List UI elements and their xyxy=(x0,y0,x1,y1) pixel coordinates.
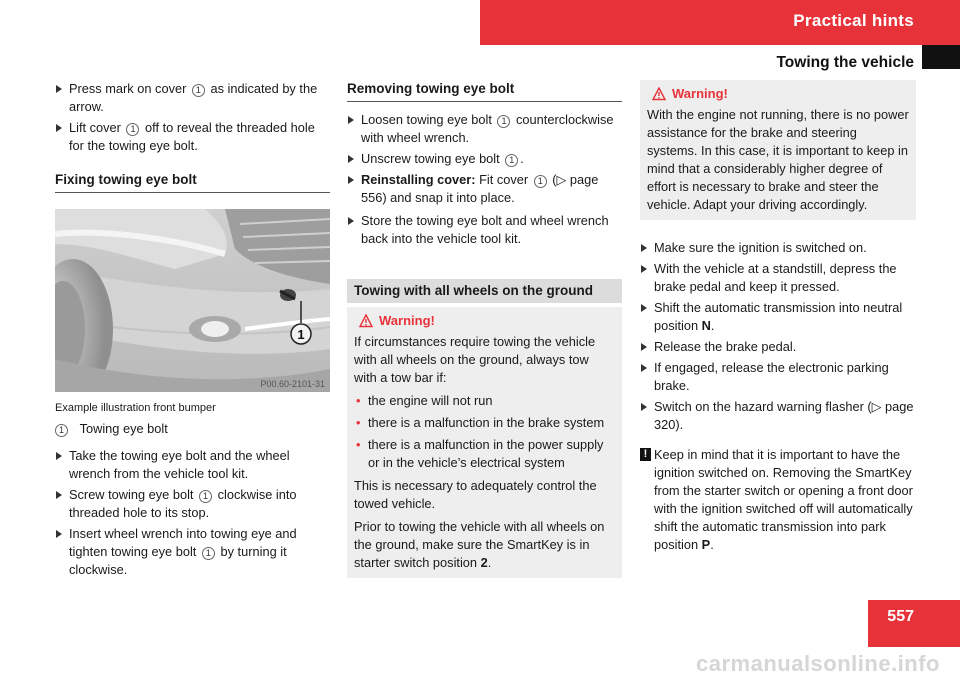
watermark: carmanualsonline.info xyxy=(696,651,940,676)
column-1-lower xyxy=(55,399,330,582)
callout-number: 1 xyxy=(55,424,68,437)
step-item: If engaged, release the electronic parking brake. xyxy=(640,359,916,395)
warning-paragraph: This is necessary to adequately control the towed vehicle. xyxy=(354,478,597,511)
list-item: • the engine will not run xyxy=(354,392,615,410)
page-number-tab xyxy=(868,600,960,647)
callout-label: 1 xyxy=(297,327,305,342)
step-item: Release the brake pedal. xyxy=(640,338,916,356)
section-heading-removing: Removing towing eye bolt xyxy=(347,80,622,102)
section-header-bar xyxy=(480,0,960,45)
warning-text: With the engine not running, there is no power assistance for the brake and steering systems. In this case, it is important to keep in mind that a considerably higher degree of effort is necessary to brake and steer the vehicle. Adapt your driving accordingly. xyxy=(647,107,909,212)
step-item: Take the towing eye bolt and the wheel wrench from the vehicle tool kit. xyxy=(55,447,330,483)
step-item: Insert wheel wrench into towing eye and tighten towing eye bolt 1 by turning it clockwise. xyxy=(55,525,330,579)
callout-number: 1 xyxy=(126,123,139,136)
list-item: • there is a malfunction in the power supply or in the vehicle’s electrical system xyxy=(354,436,615,472)
list-item: • there is a malfunction in the brake system xyxy=(354,414,615,432)
step-item: Press mark on cover 1 as indicated by the arrow. xyxy=(55,80,330,116)
callout-number: 1 xyxy=(202,547,215,560)
callout-number: 1 xyxy=(534,175,547,188)
step-item: Shift the automatic transmission into neutral position N. xyxy=(640,299,916,335)
warning-box xyxy=(347,307,622,578)
warning-intro: If circumstances require towing the vehicle with all wheels on the ground, always tow with a tow bar if: xyxy=(354,334,596,385)
column-3 xyxy=(640,80,916,554)
note-box: ! Keep in mind that it is important to have the ignition switched on. Removing the SmartKey from the starter switch or opening a front door with the ignition switched off will automatically shift the automatic transmission into park position P. xyxy=(640,446,916,554)
step-item: Unscrew towing eye bolt 1 . xyxy=(347,150,622,168)
section-heading-towing: Towing with all wheels on the ground xyxy=(347,279,622,303)
column-1 xyxy=(55,80,330,193)
step-item: Reinstalling cover: Fit cover 1 (▷ page 556) and snap it into place. xyxy=(347,171,622,207)
step-item: Lift cover 1 off to reveal the threaded hole for the towing eye bolt. xyxy=(55,119,330,155)
callout-number: 1 xyxy=(192,84,205,97)
callout-number: 1 xyxy=(199,490,212,503)
bumper-illustration xyxy=(55,209,330,392)
page-number: 557 xyxy=(887,608,914,625)
step-item: Make sure the ignition is switched on. xyxy=(640,239,916,257)
warning-box xyxy=(640,80,916,220)
warning-heading: Warning! xyxy=(359,312,615,330)
figure-legend: 1 Towing eye bolt xyxy=(55,420,330,438)
warning-heading: Warning! xyxy=(652,85,909,103)
section-title: Practical hints xyxy=(793,11,914,30)
column-2 xyxy=(347,80,622,570)
step-item: Switch on the hazard warning flasher (▷ page 320). xyxy=(640,398,916,434)
bumper-photo xyxy=(55,209,330,392)
section-heading-fixing: Fixing towing eye bolt xyxy=(55,171,330,193)
thumb-tab xyxy=(922,45,960,69)
callout-number: 1 xyxy=(505,154,518,167)
callout-number: 1 xyxy=(497,115,510,128)
page-subtitle: Towing the vehicle xyxy=(776,54,914,71)
exclamation-icon: ! xyxy=(640,448,651,461)
towing-section xyxy=(347,279,622,578)
warning-paragraph: Prior to towing the vehicle with all wheels on the ground, make sure the SmartKey is in starter switch position 2. xyxy=(354,519,605,570)
warning-triangle-icon xyxy=(359,314,373,328)
warning-triangle-icon xyxy=(652,87,666,101)
step-item: With the vehicle at a standstill, depress the brake pedal and keep it pressed. xyxy=(640,260,916,296)
step-item: Loosen towing eye bolt 1 counterclockwise with wheel wrench. xyxy=(347,111,622,147)
figure-caption: Example illustration front bumper xyxy=(55,402,216,414)
step-item: Screw towing eye bolt 1 clockwise into threaded hole to its stop. xyxy=(55,486,330,522)
step-item: Store the towing eye bolt and wheel wrench back into the vehicle tool kit. xyxy=(347,212,622,248)
image-code: P00.60-2101-31 xyxy=(260,379,325,389)
